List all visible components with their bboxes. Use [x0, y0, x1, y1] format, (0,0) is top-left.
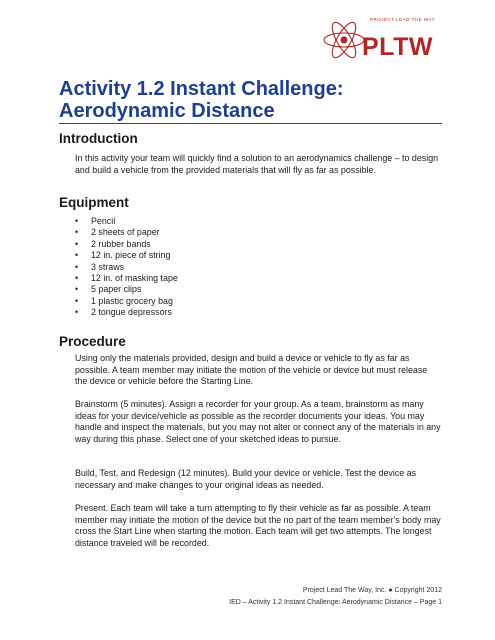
- list-item: • 2 sheets of paper: [75, 227, 160, 238]
- bullet: •: [75, 273, 79, 284]
- procedure-paragraph: Brainstorm (5 minutes). Assign a recorder for your group. As a team, brainstorm as many ideas for your device/vehicle as possible as the recorder documents your ideas. You may handle and inspect the materials, but you may not alter or connect any of the materials in any way during this phase. Select one of your sketched ideas to pursue.: [75, 399, 441, 445]
- procedure-heading: Procedure: [59, 334, 126, 349]
- title-line-1: Activity 1.2 Instant Challenge:: [59, 78, 344, 100]
- list-item: • Pencil: [75, 216, 116, 226]
- bullet: •: [75, 238, 79, 249]
- logo-tagline: PROJECT LEAD THE WAY: [370, 17, 436, 22]
- title-line-2: Aerodynamic Distance: [59, 100, 275, 122]
- introduction-body: In this activity your team will quickly find a solution to an aerodynamics challenge – to design and build a vehicle from the provided materials that will fly as far as possible.: [75, 153, 439, 175]
- procedure-paragraph: Present. Each team will take a turn attempting to fly their vehicle as far as possible. A team member may initiate the motion of the device but the no part of the team member’s body may cross the Start Line when starting the motion. Each team will get two attempts. The longest distance traveled will be recorded.: [75, 503, 441, 549]
- footer-page-info: IED – Activity 1.2 Instant Challenge: Aerodynamic Distance – Page 1: [229, 599, 442, 606]
- list-item: • 5 paper clips: [75, 284, 142, 295]
- bullet: •: [75, 284, 79, 295]
- list-item: • 1 plastic grocery bag: [75, 295, 173, 306]
- footer-copyright: Project Lead The Way, Inc. ● Copyright 2012: [302, 587, 442, 594]
- bullet: •: [75, 250, 79, 261]
- equipment-list: [75, 216, 178, 319]
- list-item: • 2 rubber bands: [75, 238, 151, 249]
- atom-icon: [324, 19, 364, 61]
- list-item: • 12 in. piece of string: [75, 250, 171, 261]
- title-divider: [59, 123, 442, 124]
- equipment-heading: Equipment: [59, 195, 129, 210]
- bullet: •: [75, 295, 79, 306]
- list-item: • 2 tongue depressors: [75, 307, 172, 318]
- bullet: •: [75, 216, 79, 226]
- logo-wordmark: PLTW: [362, 33, 433, 61]
- list-item: • 12 in. of masking tape: [75, 273, 178, 284]
- bullet: •: [75, 307, 79, 318]
- page-title: [59, 78, 459, 122]
- bullet: •: [75, 261, 79, 272]
- procedure-paragraph: Build, Test, and Redesign (12 minutes). Build your device or vehicle. Test the device as necessary and make changes to your original ideas as needed.: [75, 468, 417, 490]
- procedure-paragraph: Using only the materials provided, design and build a device or vehicle to fly as far as possible. A team member may initiate the motion of the vehicle or device but must release the device or vehicle before the Starting Line.: [75, 353, 428, 387]
- list-item: • 3 straws: [75, 261, 125, 272]
- introduction-heading: Introduction: [59, 131, 138, 146]
- bullet: •: [75, 227, 79, 238]
